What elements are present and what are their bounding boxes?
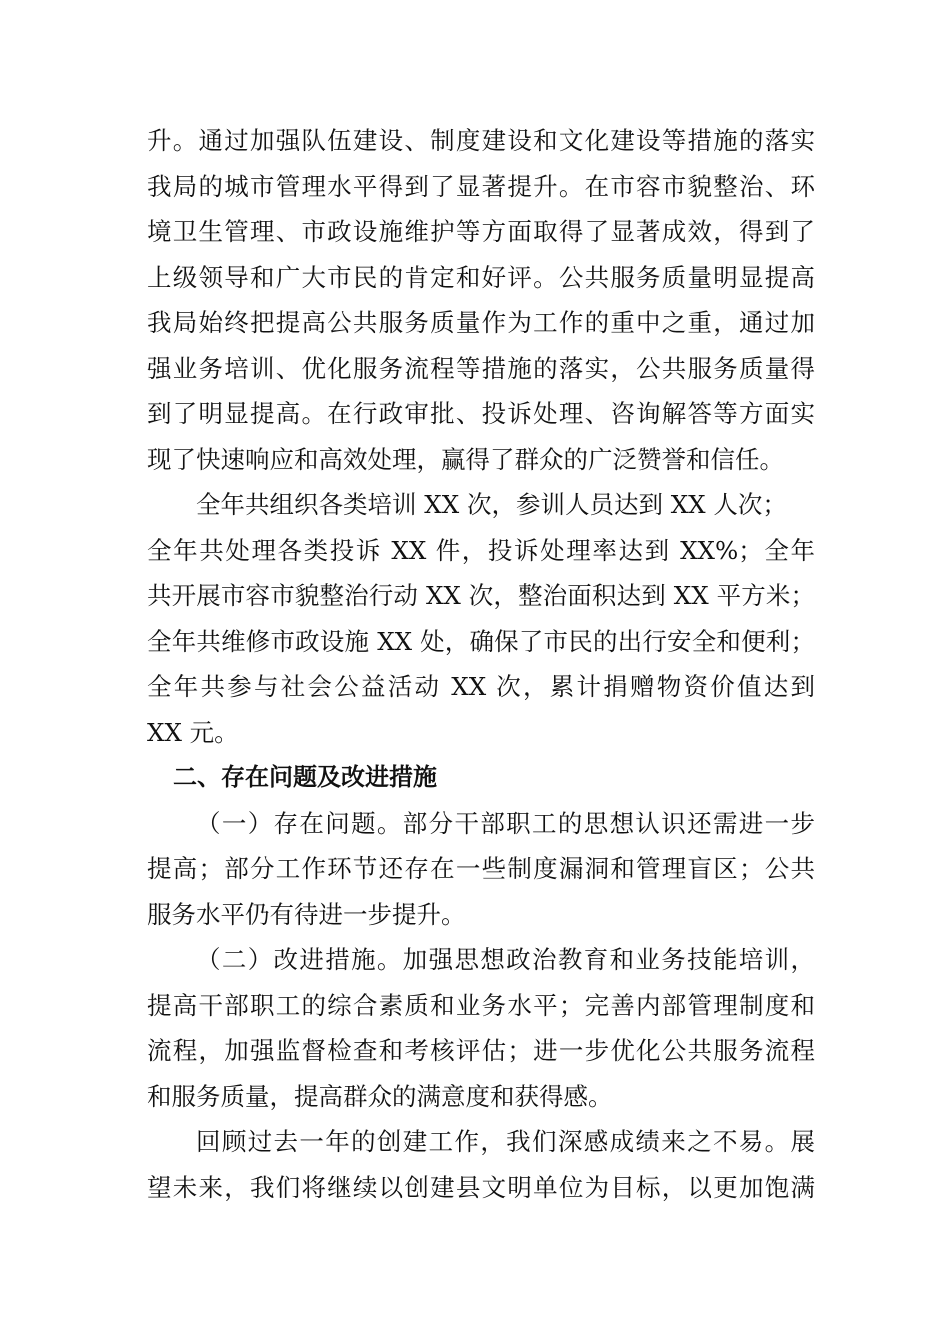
text-line: 我局始终把提高公共服务质量作为工作的重中之重，通过加 <box>147 308 815 337</box>
text-line: 全年共参与社会公益活动 XX 次，累计捐赠物资价值达到 <box>147 672 815 701</box>
text-line: 我局的城市管理水平得到了显著提升。在市容市貌整治、环 <box>147 171 815 201</box>
text-line: 望未来，我们将继续以创建县文明单位为目标，以更加饱满 <box>147 1172 815 1202</box>
paragraph-outlook <box>147 1119 815 1210</box>
text-line: 到了明显提高。在行政审批、投诉处理、咨询解答等方面实 <box>147 399 815 428</box>
text-line: XX 元。 <box>147 717 239 747</box>
text-line: 服务水平仍有待进一步提升。 <box>147 899 466 929</box>
text-line: 共开展市容市貌整治行动 XX 次，整治面积达到 XX 平方米； <box>147 581 815 610</box>
text-line: （二）改进措施。加强思想政治教育和业务技能培训， <box>196 945 815 974</box>
section-heading: 二、存在问题及改进措施 <box>173 763 437 791</box>
text-line: 现了快速响应和高效处理，赢得了群众的广泛赞誉和信任。 <box>147 444 784 474</box>
text-line: （一）存在问题。部分干部职工的思想认识还需进一步 <box>196 808 815 838</box>
text-line: 全年共组织各类培训 XX 次，参训人员达到 XX 人次； <box>196 490 787 519</box>
text-line: 全年共维修市政设施 XX 处，确保了市民的出行安全和便利； <box>147 626 815 656</box>
paragraph-statistics <box>147 482 815 755</box>
text-line: 上级领导和广大市民的肯定和好评。公共服务质量明显提高 <box>147 262 815 292</box>
paragraph-measures <box>147 937 815 1119</box>
document-page <box>147 118 815 1210</box>
text-line: 流程，加强监督检查和考核评估；进一步优化公共服务流程 <box>147 1036 815 1065</box>
text-line: 境卫生管理、市政设施维护等方面取得了显著成效，得到了 <box>147 217 815 246</box>
paragraph-achievements <box>147 118 815 482</box>
paragraph-problems <box>147 801 815 938</box>
text-line: 提高干部职工的综合素质和业务水平；完善内部管理制度和 <box>147 990 815 1020</box>
text-line: 回顾过去一年的创建工作，我们深感成绩来之不易。展 <box>196 1127 815 1156</box>
text-line: 全年共处理各类投诉 XX 件，投诉处理率达到 XX%；全年 <box>147 535 815 565</box>
text-line: 强业务培训、优化服务流程等措施的落实，公共服务质量得 <box>147 353 815 383</box>
text-line: 升。通过加强队伍建设、制度建设和文化建设等措施的落实 <box>147 126 815 155</box>
text-line: 提高；部分工作环节还存在一些制度漏洞和管理盲区；公共 <box>147 854 815 883</box>
text-line: 和服务质量，提高群众的满意度和获得感。 <box>147 1081 613 1111</box>
